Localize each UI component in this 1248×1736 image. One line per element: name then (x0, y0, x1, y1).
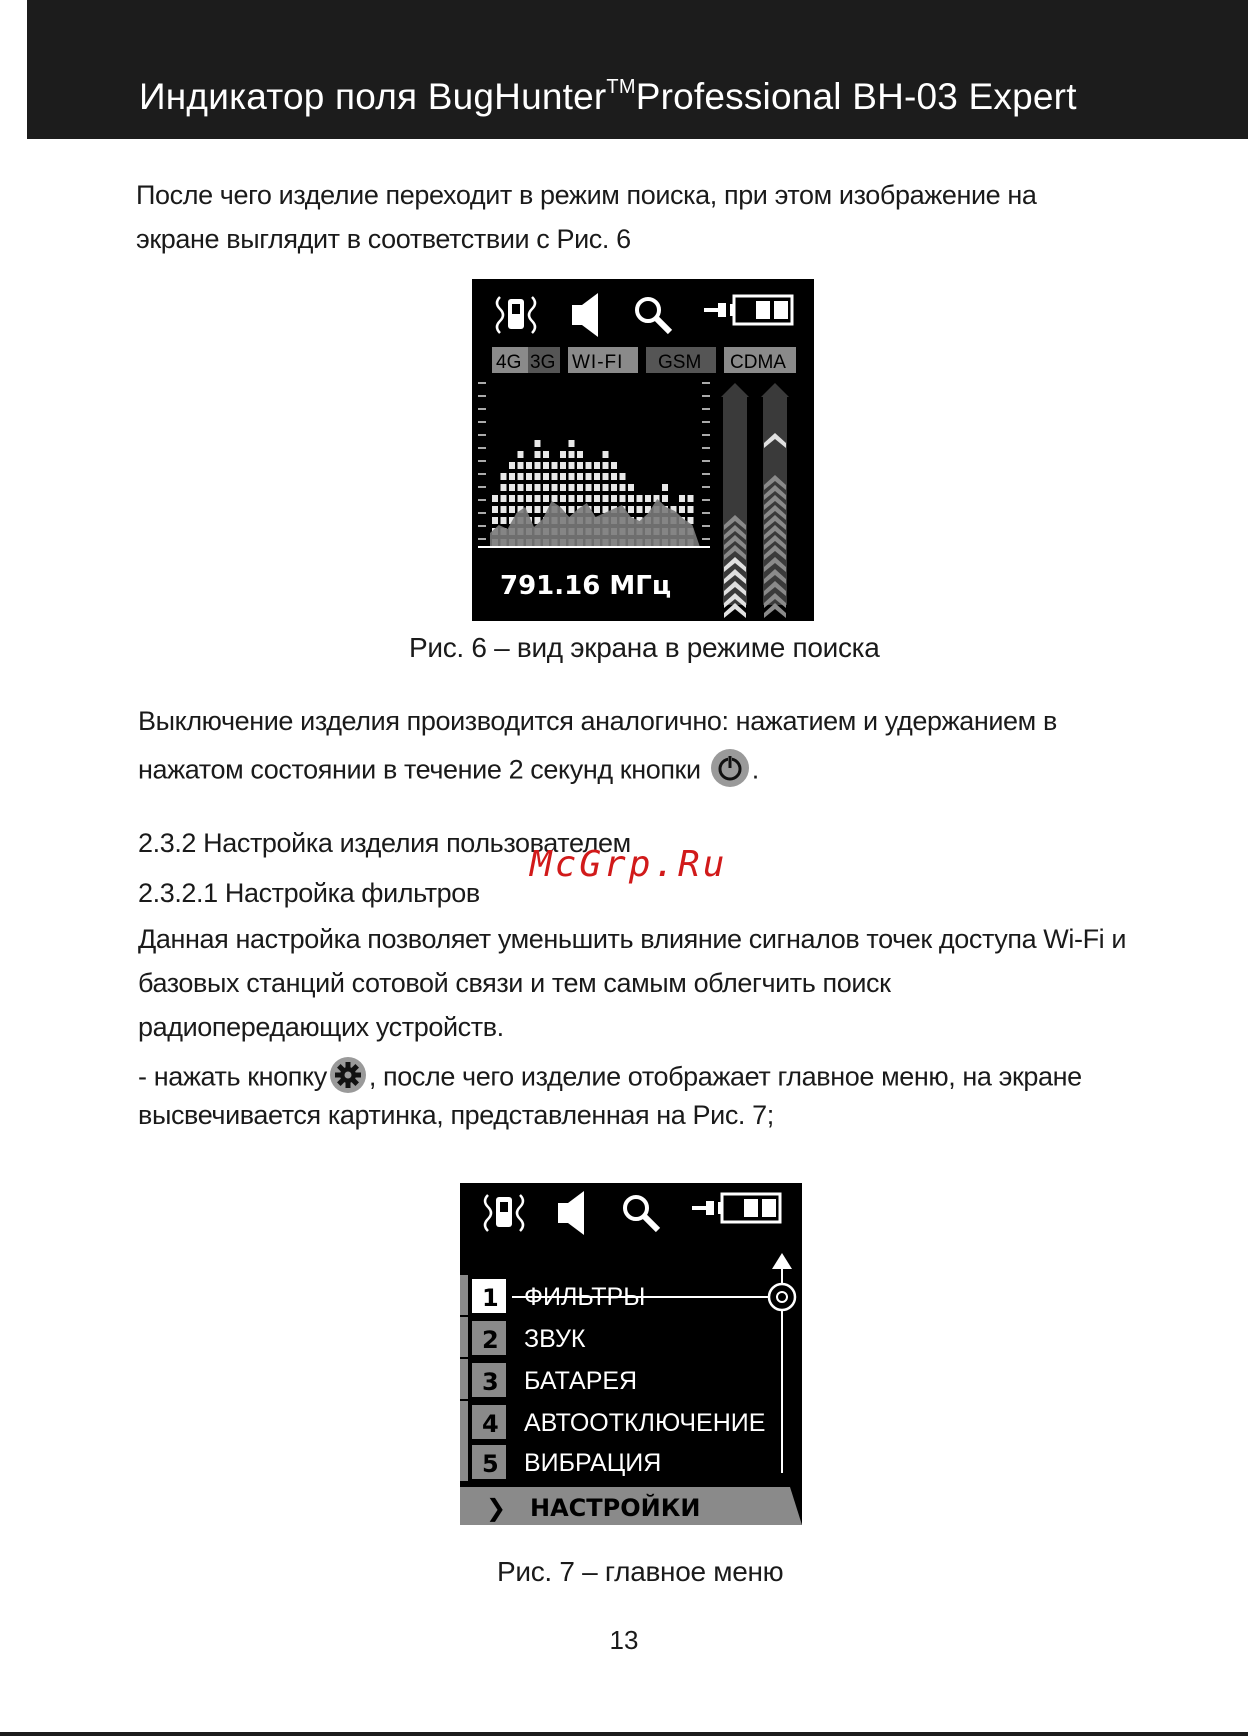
spectrum-dot (611, 484, 617, 491)
spectrum-dot (611, 473, 617, 480)
menu-row-marker (460, 1441, 468, 1481)
spectrum-dot (526, 462, 532, 469)
spectrum-dot (628, 484, 634, 491)
spectrum-dot (560, 484, 566, 491)
spectrum-dot (594, 506, 600, 513)
spectrum-dot (543, 495, 549, 502)
subsection-heading: 2.3.2.1 Настройка фильтров (138, 878, 480, 908)
spectrum-dot (620, 473, 626, 480)
spectrum-dot (552, 495, 558, 502)
tag-wifi: WI-FI (572, 352, 624, 373)
spectrum-dot (501, 517, 507, 524)
speaker-icon (558, 1191, 584, 1235)
search-icon (625, 1197, 658, 1230)
spectrum-dot (637, 506, 643, 513)
page-number: 13 (609, 1625, 639, 1655)
page-header (27, 0, 1248, 139)
spectrum-dot (492, 517, 498, 524)
spectrum-dot (509, 473, 515, 480)
spectrum-dot (569, 484, 575, 491)
spectrum-dot (569, 440, 575, 447)
spectrum-dot (552, 484, 558, 491)
spectrum-dot (603, 451, 609, 458)
spectrum-dot (603, 495, 609, 502)
spectrum-dot (645, 495, 651, 502)
spectrum-dot (569, 495, 575, 502)
menu-item-label: ВИБРАЦИЯ (524, 1449, 662, 1477)
spectrum-dot (552, 473, 558, 480)
menu-item-label: ЗВУК (524, 1325, 586, 1353)
spectrum-dot (577, 484, 583, 491)
spectrum-dot (679, 495, 685, 502)
paragraph-line: радиопередающих устройств. (138, 1012, 504, 1042)
trademark: TM (606, 76, 636, 98)
spectrum-dot (560, 451, 566, 458)
spectrum-dot (560, 462, 566, 469)
watermark: McGrp.Ru (530, 844, 728, 885)
paragraph-line: высвечивается картинка, представленная на Рис. 7; (138, 1100, 774, 1130)
spectrum-dot (526, 473, 532, 480)
tag-4g: 4G (496, 352, 522, 373)
frequency-readout: 791.16 МГц (500, 571, 672, 601)
figure-6-caption: Рис. 6 – вид экрана в режиме поиска (409, 632, 880, 663)
scrollbar (769, 1253, 795, 1473)
footer-chevron-icon: ❯ (486, 1494, 507, 1522)
menu-row-marker (460, 1359, 468, 1399)
spectrum-dot (577, 451, 583, 458)
spectrum-dot (518, 495, 524, 502)
spectrum-dot (501, 506, 507, 513)
battery-icon (692, 1194, 780, 1222)
title-rest: Professional BH-03 Expert (635, 76, 1077, 117)
spectrum-dot (509, 506, 515, 513)
spectrum-dot (552, 462, 558, 469)
spectrum-dot (501, 473, 507, 480)
page-title (139, 76, 1077, 118)
spectrum-dot (586, 473, 592, 480)
spectrum-dot (586, 495, 592, 502)
power-button-icon (710, 748, 750, 795)
title-main: Индикатор поля BugHunter (139, 76, 607, 117)
spectrum-dot (577, 462, 583, 469)
spectrum-dot (679, 506, 685, 513)
spectrum-dot (526, 495, 532, 502)
tag-gsm: GSM (658, 352, 702, 373)
menu-number: 3 (482, 1368, 499, 1396)
paragraph-line: базовых станций сотовой связи и тем самым облегчить поиск (138, 968, 891, 998)
spectrum-dot (688, 495, 694, 502)
spectrum-dot (492, 506, 498, 513)
spectrum-dot (560, 495, 566, 502)
spectrum-dot (603, 462, 609, 469)
spectrum-dot (501, 484, 507, 491)
spectrum-graph (490, 440, 700, 547)
spectrum-dot (569, 473, 575, 480)
spectrum-dot (543, 451, 549, 458)
battery-icon (704, 296, 792, 324)
menu-row-marker (460, 1275, 468, 1315)
spectrum-dot (535, 440, 541, 447)
spectrum-dot (535, 495, 541, 502)
spectrum-dot (586, 484, 592, 491)
menu-row-marker (460, 1317, 468, 1357)
spectrum-dot (518, 451, 524, 458)
text-span: , после чего изделие отображает главное меню, на экране (368, 1061, 1082, 1092)
spectrum-dot (535, 462, 541, 469)
spectrum-dot (637, 495, 643, 502)
spectrum-dot (518, 484, 524, 491)
spectrum-dot (611, 462, 617, 469)
spectrum-dot (543, 484, 549, 491)
menu-item-label: АВТООТКЛЮЧЕНИЕ (524, 1409, 766, 1437)
spectrum-dot (535, 506, 541, 513)
section-heading: 2.3.2 Настройка изделия пользователем (138, 828, 631, 858)
paragraph-line: Выключение изделия производится аналогично: нажатием и удержанием в (138, 706, 1057, 736)
spectrum-dot (603, 484, 609, 491)
footer-label: НАСТРОЙКИ (530, 1494, 701, 1522)
spectrum-dot (620, 495, 626, 502)
spectrum-dot (526, 484, 532, 491)
spectrum-dot (662, 495, 668, 502)
tag-3g: 3G (530, 352, 556, 373)
gear-button-icon (329, 1056, 367, 1101)
speaker-icon (572, 293, 598, 337)
footer-line (0, 1732, 1248, 1736)
spectrum-dot (543, 462, 549, 469)
spectrum-dot (594, 462, 600, 469)
spectrum-dot (543, 473, 549, 480)
menu-number: 1 (482, 1284, 499, 1312)
text-span: . (751, 754, 759, 785)
figure-7-screen (460, 1183, 802, 1525)
spectrum-dot (518, 462, 524, 469)
menu-list (460, 1275, 765, 1481)
menu-item-label: ФИЛЬТРЫ (524, 1283, 646, 1311)
spectrum-dot (569, 506, 575, 513)
spectrum-dot (509, 495, 515, 502)
paragraph-line: После чего изделие переходит в режим поиска, при этом изображение на (136, 180, 1037, 210)
vibrate-phone-icon (485, 1195, 523, 1231)
search-icon (637, 299, 670, 332)
spectrum-dot (688, 506, 694, 513)
figure-7-caption: Рис. 7 – главное меню (497, 1556, 784, 1587)
paragraph-line: Данная настройка позволяет уменьшить влияние сигналов точек доступа Wi-Fi и (138, 924, 1127, 954)
spectrum-dot (509, 462, 515, 469)
menu-number: 5 (482, 1450, 499, 1478)
spectrum-dot (501, 495, 507, 502)
tag-cdma: CDMA (730, 352, 786, 373)
spectrum-dot (620, 484, 626, 491)
text-span: нажатом состоянии в течение 2 секунд кнопки (138, 754, 701, 785)
menu-row-marker (460, 1401, 468, 1441)
spectrum-dot (611, 495, 617, 502)
spectrum-dot (535, 451, 541, 458)
spectrum-dot (509, 484, 515, 491)
spectrum-dot (594, 473, 600, 480)
spectrum-dot (560, 473, 566, 480)
spectrum-dot (594, 484, 600, 491)
figure-6-screen (472, 279, 814, 621)
menu-item-label: БАТАРЕЯ (524, 1367, 638, 1395)
spectrum-dot (586, 462, 592, 469)
spectrum-dot (535, 484, 541, 491)
spectrum-dot (603, 473, 609, 480)
paragraph-line-with-icon (138, 748, 759, 795)
spectrum-dot (628, 495, 634, 502)
spectrum-dot (518, 473, 524, 480)
spectrum-dot (662, 484, 668, 491)
spectrum-dot (569, 451, 575, 458)
spectrum-dot (628, 506, 634, 513)
spectrum-dot (492, 495, 498, 502)
paragraph-line: экране выглядит в соответствии с Рис. 6 (136, 224, 631, 254)
menu-number: 4 (482, 1410, 499, 1438)
spectrum-dot (594, 495, 600, 502)
paragraph-line-with-icon (138, 1056, 1082, 1101)
menu-number: 2 (482, 1326, 499, 1354)
spectrum-dot (569, 462, 575, 469)
text-span: - нажать кнопку (138, 1061, 327, 1092)
spectrum-dot (535, 473, 541, 480)
spectrum-dot (577, 473, 583, 480)
vibrate-phone-icon (497, 297, 535, 333)
spectrum-dot (577, 495, 583, 502)
